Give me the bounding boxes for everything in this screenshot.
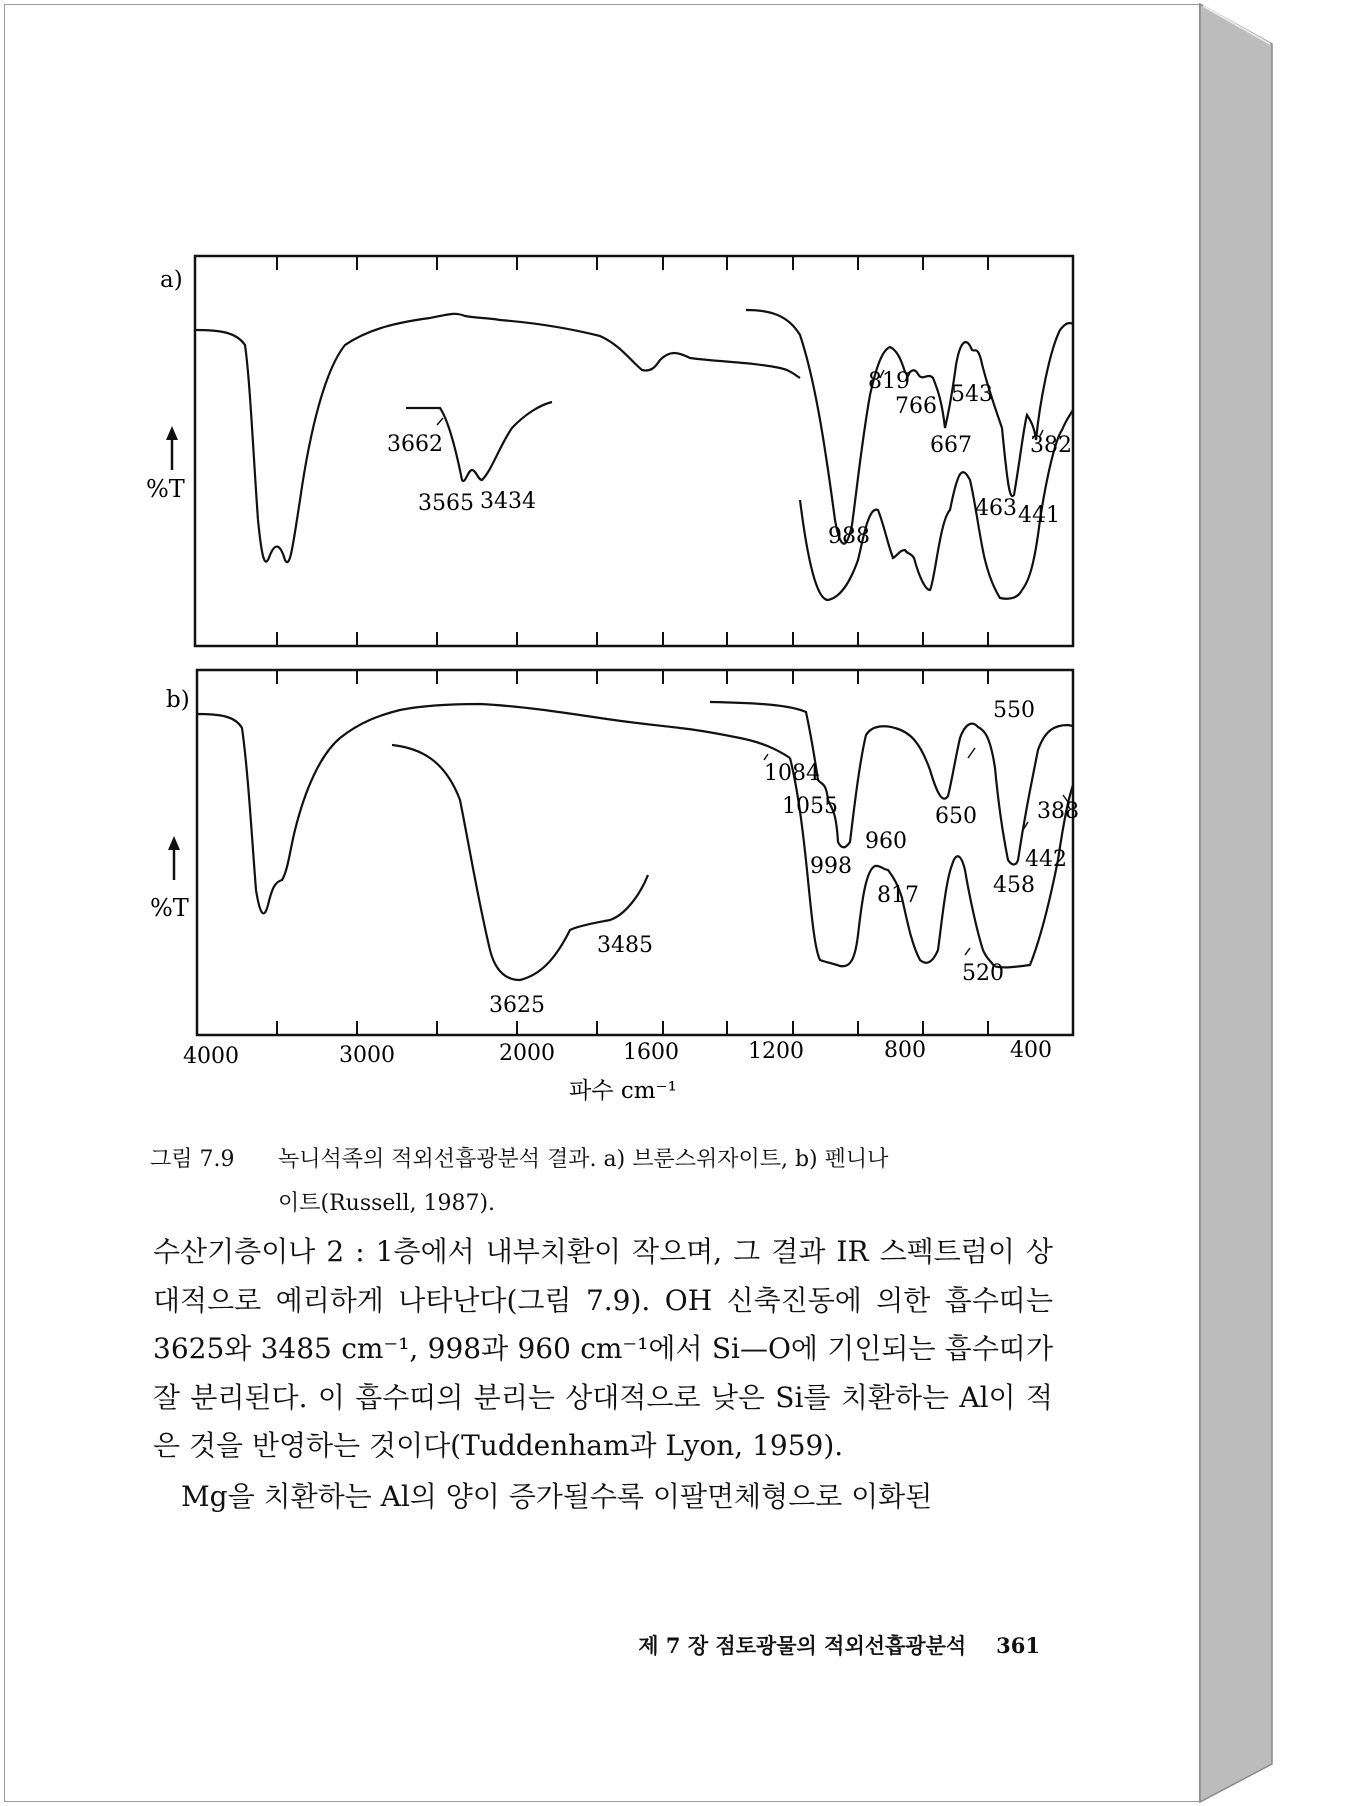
peak-label-3625: 3625 xyxy=(489,993,545,1018)
peak-label-3565: 3565 xyxy=(418,491,474,516)
body-text xyxy=(153,1228,1053,1521)
peak-label-3485: 3485 xyxy=(597,933,653,958)
panel-b-frame xyxy=(197,670,1073,1035)
peak-label-442: 442 xyxy=(1025,847,1067,872)
x-axis-label: 파수 cm⁻¹ xyxy=(569,1078,677,1104)
peak-label-550: 550 xyxy=(993,698,1035,723)
x-axis-ticks xyxy=(183,1038,1052,1069)
peak-label-1084: 1084 xyxy=(764,761,820,786)
peak-label-960: 960 xyxy=(865,829,907,854)
peak-label-1055: 1055 xyxy=(782,794,838,819)
peak-label-650: 650 xyxy=(935,804,977,829)
peak-label-819: 819 xyxy=(868,369,910,394)
panel-a-yaxis: %T xyxy=(146,475,185,503)
caption-line2: 이트(Russell, 1987). xyxy=(278,1191,496,1216)
page-footer xyxy=(560,1630,1040,1660)
paragraph-1: 수산기층이나 2 : 1층에서 내부치환이 작으며, 그 결과 IR 스펙트럼이 상대적으로 예리하게 나타난다(그림 7.9). OH 신축진동에 의한 흡수띠는 3625와 3485 cm⁻¹, 998과 960 cm⁻¹에서 Si—O에 기인되는 흡수띠가 잘 분리된다. 이 흡수띠의 분리는 상대적으로 낮은 Si를 치환하는 Al이 적은 것을 반영하는 것이다(Tuddenham과 Lyon, 1959). xyxy=(153,1235,1053,1462)
panel-a-peak-labels xyxy=(387,369,1072,549)
peak-label-1200: 1200 xyxy=(748,1039,804,1064)
peak-label-2000: 2000 xyxy=(499,1041,555,1066)
peak-label-998: 998 xyxy=(810,854,852,879)
peak-label-441: 441 xyxy=(1018,503,1060,528)
peak-label-400: 400 xyxy=(1010,1038,1052,1063)
peak-label-463: 463 xyxy=(975,496,1017,521)
peak-label-817: 817 xyxy=(877,883,919,908)
panel-b-label: b) xyxy=(166,687,190,713)
peak-label-458: 458 xyxy=(993,873,1035,898)
peak-label-766: 766 xyxy=(895,394,937,419)
caption-line1: 녹니석족의 적외선흡광분석 결과. a) 브룬스위자이트, b) 펜니나 xyxy=(278,1147,889,1172)
peak-label-800: 800 xyxy=(884,1038,926,1063)
peak-label-4000: 4000 xyxy=(183,1044,239,1069)
panel-a-label: a) xyxy=(160,267,183,293)
chapter-title: 제 7 장 점토광물의 적외선흡광분석 xyxy=(638,1633,967,1658)
peak-label-543: 543 xyxy=(951,382,993,407)
peak-label-382: 382 xyxy=(1030,433,1072,458)
page-number: 361 xyxy=(996,1633,1040,1658)
peak-label-667: 667 xyxy=(930,433,972,458)
peak-label-3662: 3662 xyxy=(387,432,443,457)
panel-a-ticks xyxy=(277,256,988,646)
peak-label-988: 988 xyxy=(828,524,870,549)
peak-label-1600: 1600 xyxy=(623,1040,679,1065)
panel-b-yaxis: %T xyxy=(150,894,189,922)
peak-label-3434: 3434 xyxy=(480,489,536,514)
figure-caption xyxy=(150,1138,1070,1226)
peak-label-520: 520 xyxy=(962,961,1004,986)
peak-label-388: 388 xyxy=(1037,799,1079,824)
paragraph-2: Mg을 치환하는 Al의 양이 증가될수록 이팔면체형으로 이화된 xyxy=(181,1479,933,1513)
peak-label-3000: 3000 xyxy=(339,1043,395,1068)
caption-label: 그림 7.9 xyxy=(150,1147,235,1172)
